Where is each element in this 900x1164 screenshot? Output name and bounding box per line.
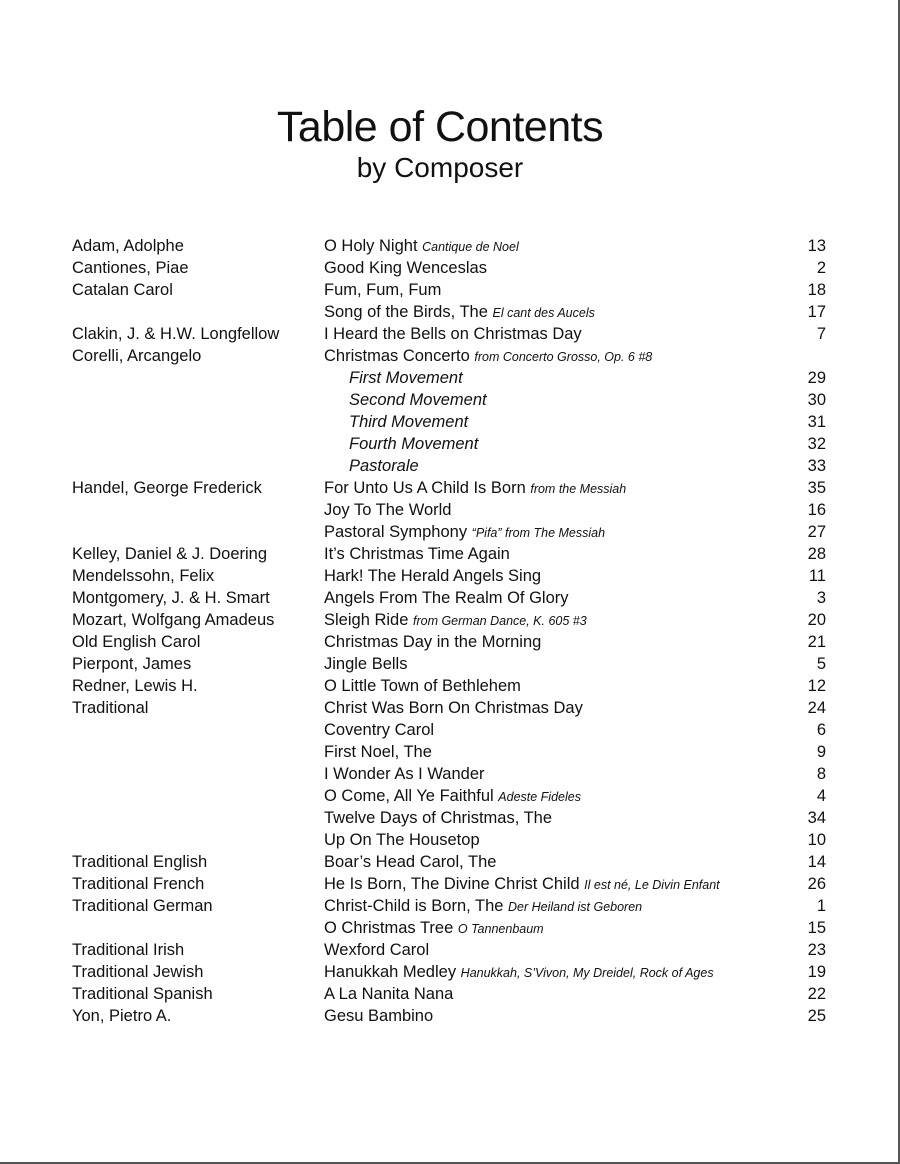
song-subtitle: from Concerto Grosso, Op. 6 #8 (474, 350, 653, 364)
composer-name: Traditional Jewish (72, 963, 204, 981)
song-title: It’s Christmas Time Again (324, 545, 510, 563)
page-number: 31 (807, 413, 826, 431)
toc-row (72, 279, 826, 301)
song-title: First Movement (349, 369, 463, 387)
composer-name: Corelli, Arcangelo (72, 347, 202, 365)
page-number: 35 (807, 479, 826, 497)
composer-name: Pierpont, James (72, 655, 192, 673)
song-title: Pastorale (349, 457, 419, 475)
composer-name: Traditional German (72, 897, 213, 915)
song-entry (324, 301, 595, 324)
song-entry (324, 345, 652, 368)
toc-row (72, 323, 826, 345)
song-title: Song of the Birds, The (324, 303, 488, 321)
song-subtitle: from the Messiah (530, 482, 627, 496)
page-number: 9 (816, 743, 826, 761)
song-title: Coventry Carol (324, 721, 435, 739)
toc-row (72, 411, 826, 433)
song-title: Third Movement (349, 413, 469, 431)
composer-name: Redner, Lewis H. (72, 677, 198, 695)
song-entry (324, 873, 720, 896)
composer-name: Mendelssohn, Felix (72, 567, 215, 585)
toc-row (72, 653, 826, 675)
song-title: Christ Was Born On Christmas Day (324, 699, 583, 717)
composer-name: Catalan Carol (72, 281, 173, 299)
composer-name: Yon, Pietro A. (72, 1007, 172, 1025)
song-entry (324, 543, 510, 565)
page-number: 23 (807, 941, 826, 959)
toc-row (72, 895, 826, 917)
song-entry (324, 653, 407, 675)
composer-name: Mozart, Wolfgang Amadeus (72, 611, 275, 629)
composer-name: Traditional Irish (72, 941, 185, 959)
song-entry (324, 807, 552, 829)
song-title: Jingle Bells (324, 655, 408, 673)
page-number: 22 (807, 985, 826, 1003)
toc-row (72, 851, 826, 873)
song-entry (324, 257, 487, 279)
song-entry (324, 565, 541, 587)
page-title: Table of Contents (276, 103, 604, 151)
song-title: Christ-Child is Born, The (324, 897, 504, 915)
song-entry (324, 235, 519, 258)
composer-name: Traditional English (72, 853, 208, 871)
composer-name: Montgomery, J. & H. Smart (72, 589, 270, 607)
page-number: 30 (807, 391, 826, 409)
song-title: For Unto Us A Child Is Born (324, 479, 526, 497)
toc-row (72, 829, 826, 851)
song-entry (349, 455, 419, 477)
song-entry (324, 631, 541, 653)
toc-table (72, 235, 826, 1027)
toc-row (72, 785, 826, 807)
song-title: Fum, Fum, Fum (324, 281, 442, 299)
song-entry (349, 433, 478, 455)
page-number: 16 (807, 501, 826, 519)
toc-row (72, 477, 826, 499)
toc-row (72, 587, 826, 609)
composer-name: Adam, Adolphe (72, 237, 184, 255)
composer-name: Traditional (72, 699, 149, 717)
composer-name: Kelley, Daniel & J. Doering (72, 545, 268, 563)
toc-row (72, 719, 826, 741)
song-entry (324, 697, 583, 719)
page-number: 32 (807, 435, 826, 453)
page-number: 6 (816, 721, 826, 739)
toc-row (72, 873, 826, 895)
page-subtitle: by Composer (356, 152, 524, 183)
song-subtitle: Cantique de Noel (422, 240, 519, 254)
song-title: First Noel, The (324, 743, 432, 761)
song-entry (324, 851, 496, 873)
song-title: Second Movement (349, 391, 487, 409)
song-title: Twelve Days of Christmas, The (324, 809, 553, 827)
page-number: 8 (816, 765, 826, 783)
page-number: 3 (816, 589, 826, 607)
song-entry (324, 917, 544, 940)
song-subtitle: “Pifa” from The Messiah (471, 526, 606, 540)
page-number: 18 (807, 281, 826, 299)
song-title: Hanukkah Medley (324, 963, 457, 981)
song-entry (349, 389, 487, 411)
toc-row (72, 961, 826, 983)
song-entry (324, 719, 434, 741)
composer-name: Cantiones, Piae (72, 259, 189, 277)
song-title: I Heard the Bells on Christmas Day (324, 325, 582, 343)
song-entry (324, 323, 582, 345)
song-subtitle: El cant des Aucels (492, 306, 595, 320)
song-subtitle: Hanukkah, S’Vivon, My Dreidel, Rock of Ages (460, 966, 714, 980)
toc-row (72, 697, 826, 719)
song-title: Hark! The Herald Angels Sing (324, 567, 542, 585)
toc-row (72, 433, 826, 455)
page-number: 33 (807, 457, 826, 475)
toc-row (72, 763, 826, 785)
toc-row (72, 807, 826, 829)
song-subtitle: Der Heiland ist Geboren (508, 900, 643, 914)
song-title: Sleigh Ride (324, 611, 409, 629)
page-number: 11 (808, 567, 826, 585)
toc-row (72, 1005, 826, 1027)
toc-row (72, 939, 826, 961)
song-title: Boar’s Head Carol, The (324, 853, 497, 871)
song-title: O Holy Night (324, 237, 418, 255)
page-number: 19 (807, 963, 826, 981)
composer-name: Old English Carol (72, 633, 201, 651)
page-number: 7 (816, 325, 826, 343)
page-number: 13 (807, 237, 826, 255)
toc-row (72, 345, 826, 367)
song-entry (324, 499, 451, 521)
song-title: I Wonder As I Wander (324, 765, 485, 783)
page-number: 29 (807, 369, 826, 387)
song-subtitle: Adeste Fideles (498, 790, 581, 804)
song-entry (324, 609, 587, 632)
toc-row (72, 499, 826, 521)
song-title: Christmas Day in the Morning (324, 633, 542, 651)
page-number: 12 (807, 677, 826, 695)
page-number: 14 (807, 853, 826, 871)
song-entry (324, 279, 441, 301)
page-number: 25 (807, 1007, 826, 1025)
song-subtitle: from German Dance, K. 605 #3 (412, 614, 587, 628)
song-title: A La Nanita Nana (324, 985, 454, 1003)
song-entry (349, 411, 468, 433)
song-title: Christmas Concerto (324, 347, 470, 365)
song-title: Pastoral Symphony (324, 523, 468, 541)
song-entry (324, 675, 521, 697)
song-title: O Little Town of Bethlehem (324, 677, 521, 695)
song-title: He Is Born, The Divine Christ Child (324, 875, 580, 893)
toc-row (72, 565, 826, 587)
song-entry (349, 367, 463, 389)
song-entry (324, 785, 581, 808)
song-title: Good King Wenceslas (324, 259, 487, 277)
page-number: 10 (807, 831, 826, 849)
composer-name: Clakin, J. & H.W. Longfellow (72, 325, 280, 343)
toc-row (72, 609, 826, 631)
toc-row (72, 389, 826, 411)
toc-row (72, 741, 826, 763)
page-number: 26 (807, 875, 826, 893)
song-entry (324, 895, 642, 918)
page-number: 21 (807, 633, 826, 651)
song-entry (324, 961, 714, 984)
page-number: 1 (816, 897, 826, 915)
toc-row (72, 301, 826, 323)
song-title: Joy To The World (324, 501, 452, 519)
page-number: 15 (807, 919, 826, 937)
toc-row (72, 521, 826, 543)
page-number: 27 (807, 523, 826, 541)
song-entry (324, 829, 480, 851)
song-title: O Come, All Ye Faithful (324, 787, 494, 805)
song-entry (324, 939, 429, 961)
page-number: 4 (816, 787, 826, 805)
toc-row (72, 367, 826, 389)
song-title: Gesu Bambino (324, 1007, 434, 1025)
page-number: 2 (816, 259, 826, 277)
song-title: O Christmas Tree (324, 919, 454, 937)
toc-row (72, 257, 826, 279)
toc-row (72, 983, 826, 1005)
song-title: Wexford Carol (324, 941, 430, 959)
page-number: 28 (807, 545, 826, 563)
song-title: Up On The Housetop (324, 831, 480, 849)
composer-name: Handel, George Frederick (72, 479, 262, 497)
toc-row (72, 917, 826, 939)
song-title: Angels From The Realm Of Glory (324, 589, 569, 607)
page-number: 5 (816, 655, 826, 673)
toc-row (72, 675, 826, 697)
song-entry (324, 477, 626, 500)
song-title: Fourth Movement (349, 435, 479, 453)
page-number: 24 (807, 699, 826, 717)
song-entry (324, 521, 605, 544)
song-entry (324, 1005, 433, 1027)
composer-name: Traditional French (72, 875, 205, 893)
song-entry (324, 983, 453, 1005)
song-entry (324, 763, 485, 785)
toc-row (72, 631, 826, 653)
composer-name: Traditional Spanish (72, 985, 213, 1003)
song-entry (324, 741, 432, 763)
toc-row (72, 455, 826, 477)
song-entry (324, 587, 569, 609)
song-subtitle: Il est né, Le Divin Enfant (584, 878, 720, 892)
song-subtitle: O Tannenbaum (457, 922, 544, 936)
page-number: 20 (807, 611, 826, 629)
toc-row (72, 235, 826, 257)
toc-row (72, 543, 826, 565)
page-number: 34 (807, 809, 826, 827)
page-number: 17 (807, 303, 826, 321)
